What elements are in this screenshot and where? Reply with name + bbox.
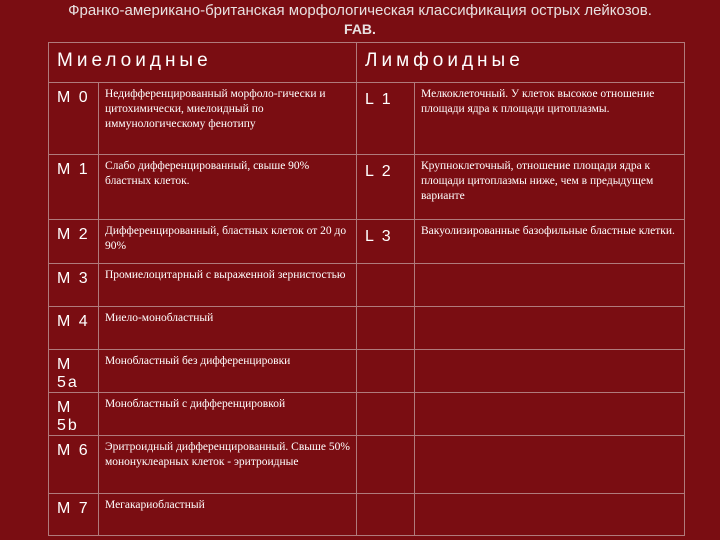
- lymphoid-description: [415, 436, 685, 494]
- lymphoid-code: [357, 350, 415, 393]
- myeloid-code: M 7: [49, 494, 99, 536]
- lymphoid-code: L 2: [357, 155, 415, 220]
- myeloid-description: Эритроидный дифференцированный. Свыше 50% мононуклеарных клеток - эритроидные: [99, 436, 357, 494]
- lymphoid-description: Вакуолизированные базофильные бластные клетки.: [415, 220, 685, 264]
- title-line-2: FAB.: [344, 21, 376, 37]
- myeloid-code: M 3: [49, 264, 99, 307]
- lymphoid-code: [357, 264, 415, 307]
- table-row: [49, 264, 685, 307]
- myeloid-header: Миелоидные: [49, 43, 357, 83]
- lymphoid-code: [357, 307, 415, 350]
- lymphoid-code: L 3: [357, 220, 415, 264]
- lymphoid-code: [357, 494, 415, 536]
- title-line-1: Франко-американо-британская морфологическая классификация острых лейкозов.: [68, 2, 652, 19]
- lymphoid-code: [357, 393, 415, 436]
- lymphoid-description: [415, 307, 685, 350]
- myeloid-description: Дифференцированный, бластных клеток от 20 до 90%: [99, 220, 357, 264]
- lymphoid-description: [415, 393, 685, 436]
- table-row: [49, 307, 685, 350]
- myeloid-code: M 4: [49, 307, 99, 350]
- myeloid-description: Недифференцированный морфоло-гически и цитохимически, миелоидный по иммунологическому фенотипу: [99, 83, 357, 155]
- table-row: [49, 436, 685, 494]
- lymphoid-description: [415, 494, 685, 536]
- myeloid-code: M 6: [49, 436, 99, 494]
- fab-classification-table: [48, 42, 685, 536]
- myeloid-description: Слабо дифференцированный, свыше 90% бластных клеток.: [99, 155, 357, 220]
- table-row: [49, 350, 685, 393]
- lymphoid-description: [415, 350, 685, 393]
- table-row: [49, 494, 685, 536]
- lymphoid-header: Лимфоидные: [357, 43, 685, 83]
- myeloid-description: Мегакариобластный: [99, 494, 357, 536]
- table-header-row: [49, 43, 685, 83]
- myeloid-code: M 5a: [49, 350, 99, 393]
- myeloid-code: M 1: [49, 155, 99, 220]
- lymphoid-code: L 1: [357, 83, 415, 155]
- lymphoid-description: [415, 264, 685, 307]
- table-row: [49, 83, 685, 155]
- table-row: [49, 220, 685, 264]
- myeloid-code: M 0: [49, 83, 99, 155]
- lymphoid-description: Крупноклеточный, отношение площади ядра к площади цитоплазмы ниже, чем в предыдущем варианте: [415, 155, 685, 220]
- lymphoid-description: Мелкоклеточный. У клеток высокое отношение площади ядра к площади цитоплазмы.: [415, 83, 685, 155]
- myeloid-description: Монобластный без дифференцировки: [99, 350, 357, 393]
- myeloid-code: M 5b: [49, 393, 99, 436]
- table-row: [49, 155, 685, 220]
- myeloid-description: Монобластный с дифференцировкой: [99, 393, 357, 436]
- lymphoid-code: [357, 436, 415, 494]
- slide-title: [0, 2, 720, 38]
- myeloid-code: M 2: [49, 220, 99, 264]
- myeloid-description: Промиелоцитарный с выраженной зернистостью: [99, 264, 357, 307]
- myeloid-description: Миело-монобластный: [99, 307, 357, 350]
- table-row: [49, 393, 685, 436]
